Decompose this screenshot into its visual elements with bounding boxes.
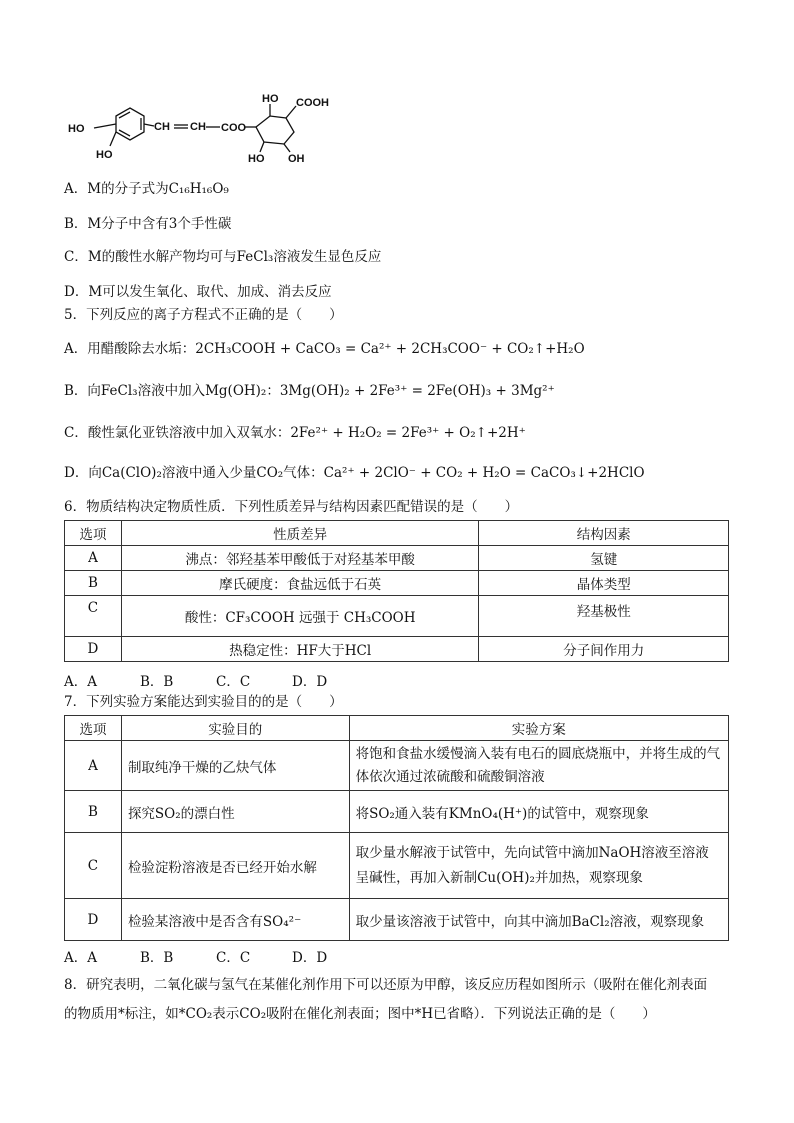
- q6-header-option: 选项: [65, 521, 122, 546]
- q6-header-row: [65, 521, 729, 546]
- table-row: C 检验淀粉溶液是否已经开始水解 取少量水解液于试管中，先向试管中滴加NaOH溶液至溶液呈碱性，再加入新制Cu(OH)₂并加热，观察现象: [65, 833, 729, 899]
- q6-header-factor: 结构因素: [479, 521, 729, 546]
- q4-option-c: C．M的酸性水解产物均可与FeCl₃溶液发生显色反应: [64, 249, 382, 265]
- table-row: B 摩氏硬度：食盐远低于石英 晶体类型: [65, 571, 729, 596]
- label-ho-3: HO: [262, 93, 279, 105]
- q5-option-a: A．用醋酸除去水垢：2CH₃COOH + CaCO₃ = Ca²⁺ + 2CH₃COO⁻ + CO₂↑+H₂O: [64, 341, 585, 357]
- q4-option-a: A．M的分子式为C₁₆H₁₆O₉: [64, 181, 229, 197]
- label-oh: OH: [288, 153, 305, 165]
- label-ho-4: HO: [248, 153, 265, 165]
- q5-stem: 5．下列反应的离子方程式不正确的是（ ）: [64, 307, 343, 323]
- q8-stem-line1: 8．研究表明，二氧化碳与氢气在某催化剂作用下可以还原为甲醇，该反应历程如图所示（吸附在催化剂表面: [64, 977, 708, 993]
- q5-option-b: B．向FeCl₃溶液中加入Mg(OH)₂：3Mg(OH)₂ + 2Fe³⁺ = 2Fe(OH)₃ + 3Mg²⁺: [64, 383, 555, 399]
- q7-table: [64, 715, 729, 941]
- molecule-structure: [64, 88, 344, 170]
- table-row: B 探究SO₂的漂白性 将SO₂通入装有KMnO₄(H⁺)的试管中，观察现象: [65, 791, 729, 833]
- label-cooh: COOH: [296, 97, 329, 109]
- q6-table: [64, 520, 729, 662]
- label-ch-1: CH: [154, 121, 170, 133]
- label-ho-2: HO: [96, 149, 113, 161]
- q6-stem: 6．物质结构决定物质性质．下列性质差异与结构因素匹配错误的是（ ）: [64, 499, 519, 515]
- q5-option-c: C．酸性氯化亚铁溶液中加入双氧水：2Fe²⁺ + H₂O₂ = 2Fe³⁺ + O₂↑+2H⁺: [64, 425, 526, 441]
- q7-answers: A．A B．B C．C D．D: [64, 950, 328, 966]
- table-row: D 检验某溶液中是否含有SO₄²⁻ 取少量该溶液于试管中，向其中滴加BaCl₂溶液，观察现象: [65, 899, 729, 941]
- q4-option-b: B．M分子中含有3个手性碳: [64, 216, 232, 232]
- label-coo: COO: [221, 122, 247, 134]
- table-row: D 热稳定性：HF大于HCl 分子间作用力: [65, 637, 729, 662]
- table-row: A 制取纯净干燥的乙炔气体 将饱和食盐水缓慢滴入装有电石的圆底烧瓶中，并将生成的气体依次通过浓硫酸和硫酸铜溶液: [65, 741, 729, 791]
- q7-header-row: 选项 实验目的 实验方案: [65, 716, 729, 741]
- q6-header-property: 性质差异: [121, 521, 478, 546]
- label-ch-2: CH: [190, 121, 206, 133]
- q5-option-d: D．向Ca(ClO)₂溶液中通入少量CO₂气体：Ca²⁺ + 2ClO⁻ + CO₂ + H₂O = CaCO₃↓+2HClO: [64, 465, 645, 481]
- label-ho-1: HO: [68, 123, 85, 135]
- q4-option-d: D．M可以发生氧化、取代、加成、消去反应: [64, 284, 332, 300]
- q8-stem-line2: 的物质用*标注，如*CO₂表示CO₂吸附在催化剂表面；图中*H已省略）．下列说法正确的是（ ）: [64, 1006, 656, 1022]
- q6-answers: A．A B．B C．C D．D: [64, 674, 328, 690]
- table-row: A 沸点：邻羟基苯甲酸低于对羟基苯甲酸 氢键: [65, 546, 729, 571]
- benzene-ring: [116, 108, 144, 140]
- cyclohexane-ring: [256, 116, 294, 144]
- q7-stem: 7．下列实验方案能达到实验目的的是（ ）: [64, 694, 343, 710]
- table-row: C 酸性：CF₃COOH 远强于 CH₃COOH 羟基极性: [65, 596, 729, 637]
